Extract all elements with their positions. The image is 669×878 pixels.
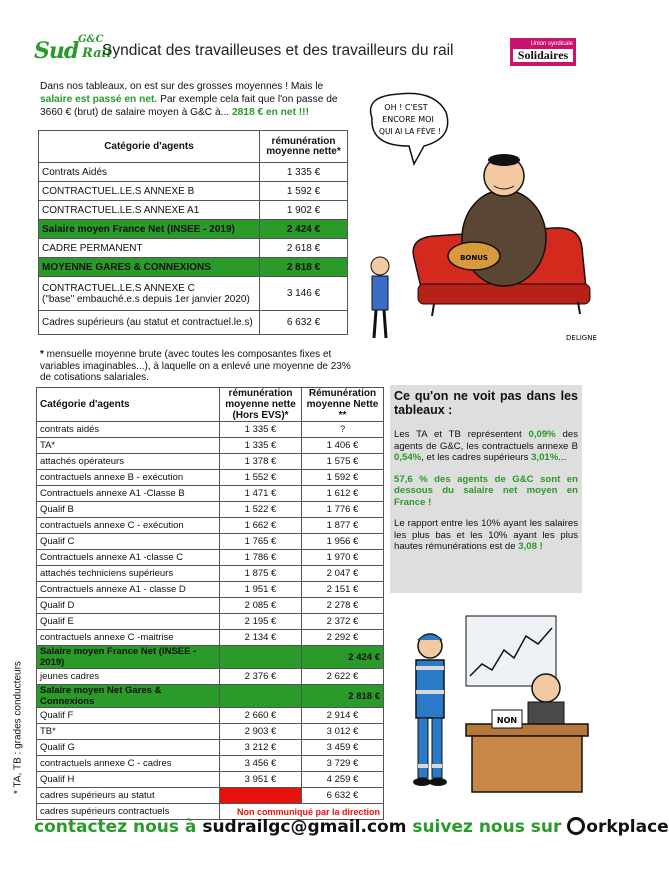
value-net: 2 424 € <box>302 646 384 669</box>
table-row <box>37 422 384 438</box>
info-box-p1: Les TA et TB représentent 0,09% des agents de G&C, les contractuels annexe B 0,54%, et les cadres supérieurs 3,01%... <box>394 429 578 463</box>
table-row-highlight: Salaire moyen France Net (INSEE - 2019) 2 424 € <box>39 220 348 239</box>
table-row <box>37 502 384 518</box>
speech-line-1: OH ! C'EST <box>384 103 428 112</box>
value-net: 2 914 € <box>302 708 384 724</box>
sud-logo-gc: G&C <box>78 34 104 45</box>
value-hors-evs: 1 552 € <box>220 470 302 486</box>
info-box <box>390 385 582 593</box>
value-net: ? <box>302 422 384 438</box>
value-net: 2 372 € <box>302 614 384 630</box>
workplace-logo-icon <box>567 817 585 835</box>
solidaires-logo: Union syndicale Solidaires <box>510 38 576 66</box>
value-net: 4 259 € <box>302 772 384 788</box>
contact-email[interactable]: sudrailgc@gmail.com <box>202 817 407 837</box>
table-row <box>37 724 384 740</box>
table-row: Contrats Aidés 1 335 € <box>39 163 348 182</box>
row-label: TB* <box>37 724 220 740</box>
value-net: 1 612 € <box>302 486 384 502</box>
vertical-note: * TA, TB : grades conducteurs <box>12 661 24 794</box>
row-label: Salaire moyen France Net (INSEE - 2019) <box>37 646 220 669</box>
table-row <box>37 454 384 470</box>
value-net: 2 818 € <box>302 685 384 708</box>
row-label: cadres supérieurs contractuels <box>37 804 220 820</box>
table-row <box>37 630 384 646</box>
intro-text: Dans nos tableaux, on est sur des grosses moyennes ! Mais le salaire est passé en net. Par exemple cela fait que l'on passe de 3660 € (brut) de salaire moyen à G&C à... 2818 € en net !!! <box>40 81 338 118</box>
value-net: 2 047 € <box>302 566 384 582</box>
table-row <box>37 756 384 772</box>
speech-line-2: ENCORE MOI <box>382 115 434 124</box>
sud-logo-text: Sud <box>34 38 79 64</box>
row-label: Qualif H <box>37 772 220 788</box>
value-net: 2 151 € <box>302 582 384 598</box>
sud-logo-rail: Rail <box>82 46 112 61</box>
table-row: CONTRACTUEL.LE.S ANNEXE A1 1 902 € <box>39 201 348 220</box>
row-label: Contractuels annexe A1 -Classe B <box>37 486 220 502</box>
table-header-category: Catégorie d'agents <box>37 388 220 422</box>
value-hors-evs: 1 875 € <box>220 566 302 582</box>
info-box-title: Ce qu'on ne voit pas dans les tableaux : <box>394 389 578 417</box>
row-label: contractuels annexe C - exécution <box>37 518 220 534</box>
value-hors-evs: 1 378 € <box>220 454 302 470</box>
row-label: Qualif B <box>37 502 220 518</box>
value-net: 1 970 € <box>302 550 384 566</box>
row-label: Contractuels annexe A1 -classe C <box>37 550 220 566</box>
table-row <box>37 470 384 486</box>
row-label: Salaire moyen Net Gares & Connexions <box>37 685 220 708</box>
cartoon-office-refusal <box>396 606 592 804</box>
value-hors-evs: 2 134 € <box>220 630 302 646</box>
footnote: * mensuelle moyenne brute (avec toutes les composantes fixes et variables imaginables...), à laquelle on a enlevé une moyenne de 23% de cotisations salariales. <box>40 349 351 383</box>
info-box-p3: Le rapport entre les 10% ayant les salaires les plus bas et les 10% ayant les plus hautes rémunérations est de 3,08 ! <box>394 518 578 552</box>
row-label: contractuels annexe B - exécution <box>37 470 220 486</box>
value-hors-evs: 2 085 € <box>220 598 302 614</box>
table-header-net: Rémunération moyenne Nette ** <box>302 388 384 422</box>
value-net: 1 956 € <box>302 534 384 550</box>
table-header-category: Catégorie d'agents <box>39 131 260 163</box>
row-label: Qualif G <box>37 740 220 756</box>
value-hors-evs <box>220 685 302 708</box>
value-net: 1 877 € <box>302 518 384 534</box>
table-header-net-hors-evs: rémunération moyenne nette (Hors EVS)* <box>220 388 302 422</box>
value-hors-evs: 1 786 € <box>220 550 302 566</box>
table-row <box>37 614 384 630</box>
row-label: contrats aidés <box>37 422 220 438</box>
value-hors-evs: 1 951 € <box>220 582 302 598</box>
row-label: contractuels annexe C - cadres <box>37 756 220 772</box>
info-box-p2: 57,6 % des agents de G&C sont en dessous du salaire net moyen en France ! <box>394 473 578 508</box>
value-hors-evs: 3 212 € <box>220 740 302 756</box>
value-net: 1 406 € <box>302 438 384 454</box>
value-net: 3 729 € <box>302 756 384 772</box>
table-row <box>37 438 384 454</box>
row-label: Contractuels annexe A1 - classe D <box>37 582 220 598</box>
value-hors-evs: 3 456 € <box>220 756 302 772</box>
row-label: TA* <box>37 438 220 454</box>
row-label: Qualif D <box>37 598 220 614</box>
table-row-highlight <box>37 646 384 669</box>
row-label: Qualif C <box>37 534 220 550</box>
page-title: Syndicat des travailleuses et des travailleurs du rail <box>102 42 454 59</box>
table-row <box>37 598 384 614</box>
table-header-net: rémunération moyenne nette* <box>260 131 348 163</box>
speech-line-3: QUI AI LA FÈVE ! <box>379 127 441 136</box>
row-label: cadres supérieurs au statut <box>37 788 220 804</box>
value-hors-evs <box>220 646 302 669</box>
table-row: CONTRACTUEL.LE.S ANNEXE B 1 592 € <box>39 182 348 201</box>
row-label: jeunes cadres <box>37 669 220 685</box>
value-hors-evs: 3 951 € <box>220 772 302 788</box>
salary-table-detailed <box>36 387 384 820</box>
value-net: 1 776 € <box>302 502 384 518</box>
table-row <box>37 550 384 566</box>
value-hors-evs: 2 376 € <box>220 669 302 685</box>
table-row <box>37 788 384 804</box>
salary-table-summary <box>38 130 348 335</box>
value-net: 1 592 € <box>302 470 384 486</box>
table-row <box>37 566 384 582</box>
header <box>34 34 594 70</box>
workplace-link[interactable]: orkplace <box>586 817 669 837</box>
table-row: Cadres supérieurs (au statut et contractuel.le.s) 6 632 € <box>39 311 348 335</box>
value-hors-evs <box>220 788 302 804</box>
table-row <box>37 708 384 724</box>
value-net: 2 278 € <box>302 598 384 614</box>
table-row <box>37 582 384 598</box>
value-net: 3 459 € <box>302 740 384 756</box>
value-hors-evs: 2 660 € <box>220 708 302 724</box>
cartoon-signature: DELIGNE <box>566 334 597 342</box>
row-label: Qualif F <box>37 708 220 724</box>
footer-contact: contactez nous à sudrailgc@gmail.com suivez nous sur orkplace <box>34 817 669 837</box>
value-hors-evs: 1 522 € <box>220 502 302 518</box>
value-net: 2 622 € <box>302 669 384 685</box>
not-communicated-note: Non communiqué par la direction <box>220 804 384 820</box>
table-row: CONTRACTUEL.LE.S ANNEXE C ("base" embauché.e.s depuis 1er janvier 2020) 3 146 € <box>39 277 348 311</box>
row-label: attachés techniciens supérieurs <box>37 566 220 582</box>
table-row <box>37 740 384 756</box>
table-row <box>37 669 384 685</box>
value-net: 3 012 € <box>302 724 384 740</box>
cake-label: BONUS <box>460 254 488 262</box>
table-row: CADRE PERMANENT 2 618 € <box>39 239 348 258</box>
value-hors-evs: 1 335 € <box>220 422 302 438</box>
value-hors-evs: 1 765 € <box>220 534 302 550</box>
non-sign: NON <box>496 716 518 725</box>
value-net: 1 575 € <box>302 454 384 470</box>
row-label: contractuels annexe C -maitrise <box>37 630 220 646</box>
row-label: Qualif E <box>37 614 220 630</box>
table-row-highlight: MOYENNE GARES & CONNEXIONS 2 818 € <box>39 258 348 277</box>
value-net: 2 292 € <box>302 630 384 646</box>
value-hors-evs: 2 195 € <box>220 614 302 630</box>
value-hors-evs: 1 471 € <box>220 486 302 502</box>
value-hors-evs: 1 335 € <box>220 438 302 454</box>
table-row <box>37 772 384 788</box>
table-row <box>37 486 384 502</box>
table-row-highlight <box>37 685 384 708</box>
table-row <box>37 534 384 550</box>
value-net: 6 632 € <box>302 788 384 804</box>
table-row <box>37 518 384 534</box>
value-hors-evs: 2 903 € <box>220 724 302 740</box>
cartoon-fat-cat-bonus <box>354 88 602 358</box>
row-label: attachés opérateurs <box>37 454 220 470</box>
value-hors-evs: 1 662 € <box>220 518 302 534</box>
